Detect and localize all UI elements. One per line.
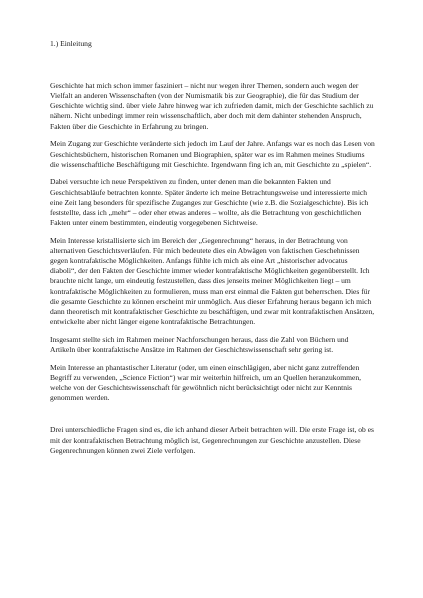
paragraph: Dabei versuchte ich neue Perspektiven zu finden, unter denen man die bekannten Fakten und Geschichtsabläufe betrachten konnte. Später änderte ich meine Betrachtungsweise und interessierte mich eine Zeit lang besonders für spezifische Zuganges zur Geschichte (wie z.B. die Sozialgeschichte). Bis ich feststellte, dass ich „mehr“ – oder eher etwas anderes – wollte, als die Betrachtung von geschichtlichen Fakten unter einem bestimmten, eindeutig vorgegebenen Sichtweise.: [50, 177, 369, 228]
paragraph: Insgesamt stellte sich im Rahmen meiner Nachforschungen heraus, dass die Zahl von Büchern und Artikeln über kontrafaktische Ansätze im Rahmen der Geschichtswissenschaft sehr gering ist.: [50, 334, 349, 354]
paragraph: Mein Interesse kristallisierte sich im Bereich der „Gegenrechnung“ heraus, in der Betrachtung von alternativen Geschichtsverläufen. Für mich bedeutete dies ein Abwägen von faktischen Geschehnissen gegen kontrafaktische Möglichkeiten. Anfangs fühlte ich mich als eine Art „historischer advocatus diaboli“, der den Fakten der Geschichte immer wieder kontrafaktische Möglichkeiten gegenüberstellt. Ich brauchte nicht lange, um eindeutig festzustellen, dass dies jenseits meiner Möglichkeiten liegt – um kontrafaktische Möglichkeiten zu formulieren, muss man erst einmal die Fakten gut beherrschen. Dies für die gesamte Geschichte zu können erscheint mir unmöglich. Aus dieser Erfahrung heraus begann ich mich dann theoretisch mit kontrafaktischer Geschichte zu beschäftigen, und zwar mit kontrafaktischen Ansätzen, entwickelte aber nicht länger eigene kontrafaktische Betrachtungen.: [50, 235, 375, 327]
body-text: [50, 81, 375, 463]
paragraph: Geschichte hat mich schon immer fasziniert – nicht nur wegen ihrer Themen, sondern auch wegen der Vielfalt an anderen Wissenschaften (von der Numismatik bis zur Geographie), die für das Studium der Geschichte wichtig sind. über viele Jahre hinweg war ich zufrieden damit, mich der Geschichte sachlich zu nähern. Nicht unbedingt immer rein wissenschaftlich, aber doch mit dem dahinter stehenden Anspruch, Fakten über die Geschichte in Erfahrung zu bringen.: [50, 81, 374, 131]
paragraph: Drei unterschiedliche Fragen sind es, die ich anhand dieser Arbeit betrachten will. Die erste Frage ist, ob es mit der kontrafaktischen Betrachtung möglich ist, Gegenrechnungen zur Geschichte anzustellen. Diese Gegenrechnungen können zwei Ziele verfolgen.: [50, 425, 374, 455]
section-heading: 1.) Einleitung: [50, 39, 92, 48]
paragraph: Mein Interesse an phantastischer Literatur (oder, um einen einschlägigen, aber nicht ganz zutreffenden Begriff zu verwenden, „Science Fiction“) war mir weiterhin hilfreich, um an Quellen heranzukommen, welche von der Geschichtswissenschaft für gewöhnlich nicht berücksichtigt oder nicht zur Kenntnis genommen werden.: [50, 362, 362, 403]
paragraph: Mein Zugang zur Geschichte veränderte sich jedoch im Lauf der Jahre. Anfangs war es noch das Lesen von Geschichtsbüchern, historischen Romanen und Biographien, später war es im Rahmen meines Studiums die wissenschaftliche Beschäftigung mit Geschichte. Irgendwann fing ich an, mit Geschichte zu „spielen“.: [50, 139, 375, 169]
